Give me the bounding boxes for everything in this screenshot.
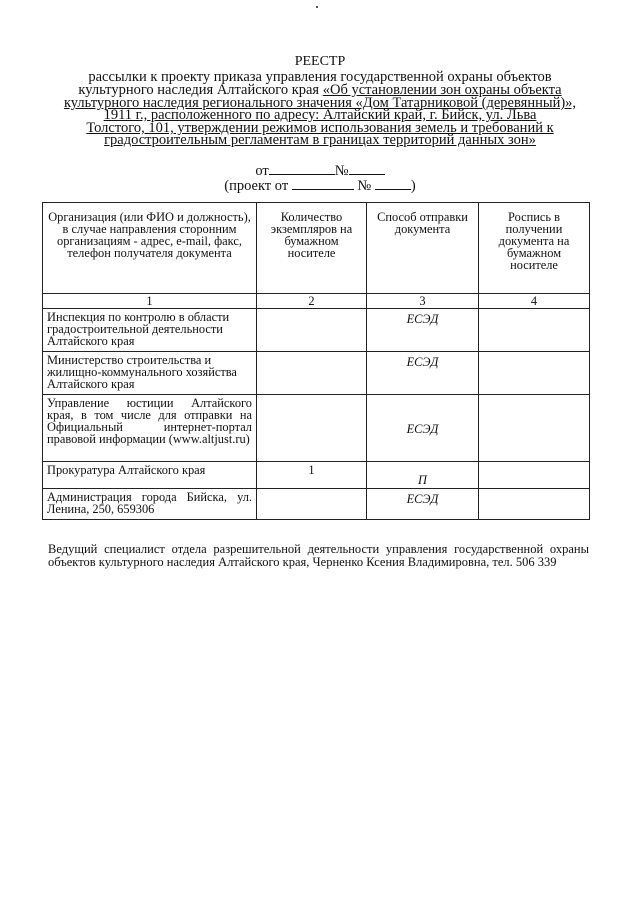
row-signature	[479, 309, 590, 352]
table-header-row	[43, 203, 590, 294]
row-method: П	[367, 462, 479, 489]
title-line-2-plain: культурного наследия Алтайского края	[78, 82, 323, 98]
row-quantity	[257, 309, 367, 352]
project-number-label: №	[357, 178, 372, 194]
contact-footer: Ведущий специалист отдела разрешительной деятельности управления государственной охраны объектов культурного наследия Алтайского края, Черненко Ксения Владимировна, тел. 506 339	[48, 542, 589, 569]
table-row	[43, 462, 590, 489]
header-method: Способ отправки документа	[367, 203, 479, 294]
row-organization: Министерство строительства и жилищно-коммунального хозяйства Алтайского края	[43, 352, 257, 395]
project-close-paren: )	[410, 178, 416, 194]
document-title: РЕЕСТР	[294, 54, 346, 69]
row-signature	[479, 489, 590, 520]
scan-speck	[316, 6, 318, 8]
title-line-2-underlined: «Об установлении зон охраны объекта	[322, 82, 562, 98]
column-number: 3	[367, 294, 479, 309]
column-number: 4	[479, 294, 590, 309]
title-line-4: 1911 г., расположенного по адресу: Алтайский край, г. Бийск, ул. Льва	[103, 107, 537, 123]
row-quantity	[257, 395, 367, 462]
row-signature	[479, 462, 590, 489]
title-line-1: рассылки к проекту приказа управления государственной охраны объектов	[88, 69, 552, 85]
distribution-table	[42, 202, 590, 520]
project-date-blank	[292, 177, 354, 190]
reference-date-blank	[269, 162, 335, 175]
column-number: 1	[43, 294, 257, 309]
row-organization: Администрация города Бийска, ул. Ленина, 250, 659306	[43, 489, 257, 520]
project-reference-line	[0, 177, 640, 195]
column-number: 2	[257, 294, 367, 309]
row-quantity: 1	[257, 462, 367, 489]
project-number-blank	[375, 177, 411, 190]
title-line-5: Толстого, 101, утверждении режимов использования земель и требований к	[86, 120, 554, 136]
row-organization: Прокуратура Алтайского края	[43, 462, 257, 489]
header-quantity: Количество экземпляров на бумажном носителе	[257, 203, 367, 294]
row-organization: Управление юстиции Алтайского края, в том числе для отправки на Официальный интернет-портал правовой информации (www.altjust.ru)	[43, 395, 257, 462]
row-organization: Инспекция по контролю в области градостроительной деятельности Алтайского края	[43, 309, 257, 352]
row-signature	[479, 352, 590, 395]
title-line-6: градостроительным регламентам в границах территорий данных зон»	[104, 132, 536, 148]
table-row	[43, 352, 590, 395]
header-organization: Организация (или ФИО и должность), в случае направления сторонним организациям - адрес, e-mail, факс, телефон получателя документа	[43, 203, 257, 294]
table-row	[43, 489, 590, 520]
table-number-row	[43, 294, 590, 309]
row-quantity	[257, 489, 367, 520]
row-method: ЕСЭД	[367, 489, 479, 520]
row-method: ЕСЭД	[367, 352, 479, 395]
table-row	[43, 395, 590, 462]
project-from-label: (проект от	[224, 178, 289, 194]
reference-from-label: от	[255, 163, 269, 179]
reference-number-blank	[349, 162, 385, 175]
row-quantity	[257, 352, 367, 395]
header-signature: Роспись в получении документа на бумажном носителе	[479, 203, 590, 294]
row-method: ЕСЭД	[367, 309, 479, 352]
table-row	[43, 309, 590, 352]
row-method: ЕСЭД	[367, 395, 479, 462]
row-signature	[479, 395, 590, 462]
reference-number-label: №	[334, 163, 349, 179]
title-line-3: культурного наследия регионального значения «Дом Татарниковой (деревянный)»,	[63, 95, 577, 111]
